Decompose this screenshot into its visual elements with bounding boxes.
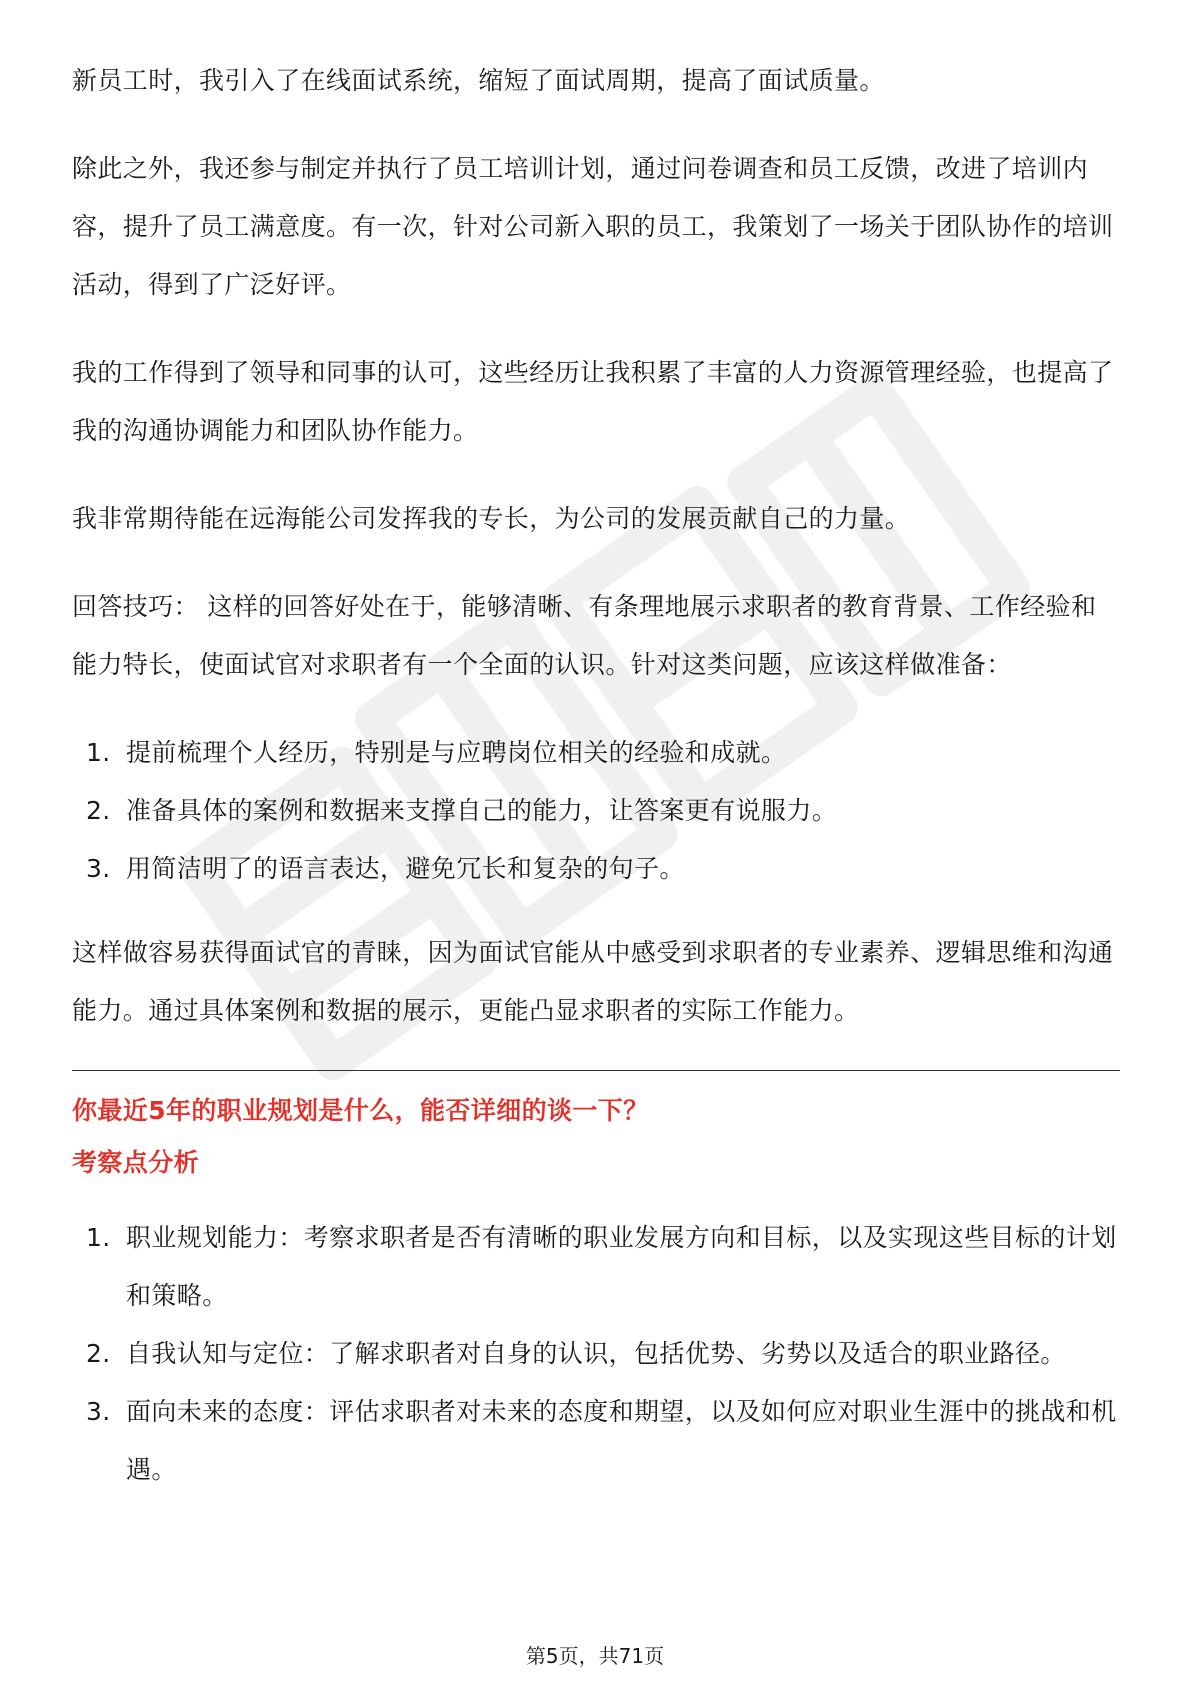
analysis-heading: 考察点分析 [72,1148,200,1177]
list-item: 2. 自我认知与定位：了解求职者对自身的认识，包括优势、劣势以及适合的职业路径。 [86,1339,1066,1368]
list-item: 1. 提前梳理个人经历，特别是与应聘岗位相关的经验和成就。 [86,738,787,767]
paragraph: 除此之外，我还参与制定并执行了员工培训计划，通过问卷调查和员工反馈，改进了培训内容，提升了员工满意度。有一次，针对公司新入职的员工，我策划了一场关于团队协作的培训活动，得到了广泛好评。 [72,154,1114,299]
page-content [72,52,1120,1525]
list-item: 3. 用简洁明了的语言表达，避免冗长和复杂的句子。 [86,854,685,883]
page-footer: 第5页，共71页 [525,1644,665,1668]
list-item: 2. 准备具体的案例和数据来支撑自己的能力，让答案更有说服力。 [86,796,838,825]
paragraph: 我非常期待能在远海能公司发挥我的专长，为公司的发展贡献自己的力量。 [72,504,911,533]
paragraph: 我的工作得到了领导和同事的认可，这些经历让我积累了丰富的人力资源管理经验，也提高了我的沟通协调能力和团队协作能力。 [72,358,1114,445]
section-divider [72,1070,1120,1071]
question-heading: 你最近5年的职业规划是什么，能否详细的谈一下？ [72,1096,649,1125]
list-item: 3. 面向未来的态度：评估求职者对未来的态度和期望，以及如何应对职业生涯中的挑战和机遇。 [86,1397,1117,1484]
list-item: 1. 职业规划能力：考察求职者是否有清晰的职业发展方向和目标，以及实现这些目标的计划和策略。 [86,1223,1117,1310]
paragraph: 新员工时，我引入了在线面试系统，缩短了面试周期，提高了面试质量。 [72,66,885,95]
closing-paragraph: 这样做容易获得面试官的青睐，因为面试官能从中感受到求职者的专业素养、逻辑思维和沟通能力。通过具体案例和数据的展示，更能凸显求职者的实际工作能力。 [72,938,1114,1025]
analysis-list [72,1209,1120,1499]
prep-list [72,724,1120,898]
answer-tip-paragraph: 回答技巧： 这样的回答好处在于，能够清晰、有条理地展示求职者的教育背景、工作经验和能力特长，使面试官对求职者有一个全面的认识。针对这类问题，应该这样做准备： [72,592,1097,679]
